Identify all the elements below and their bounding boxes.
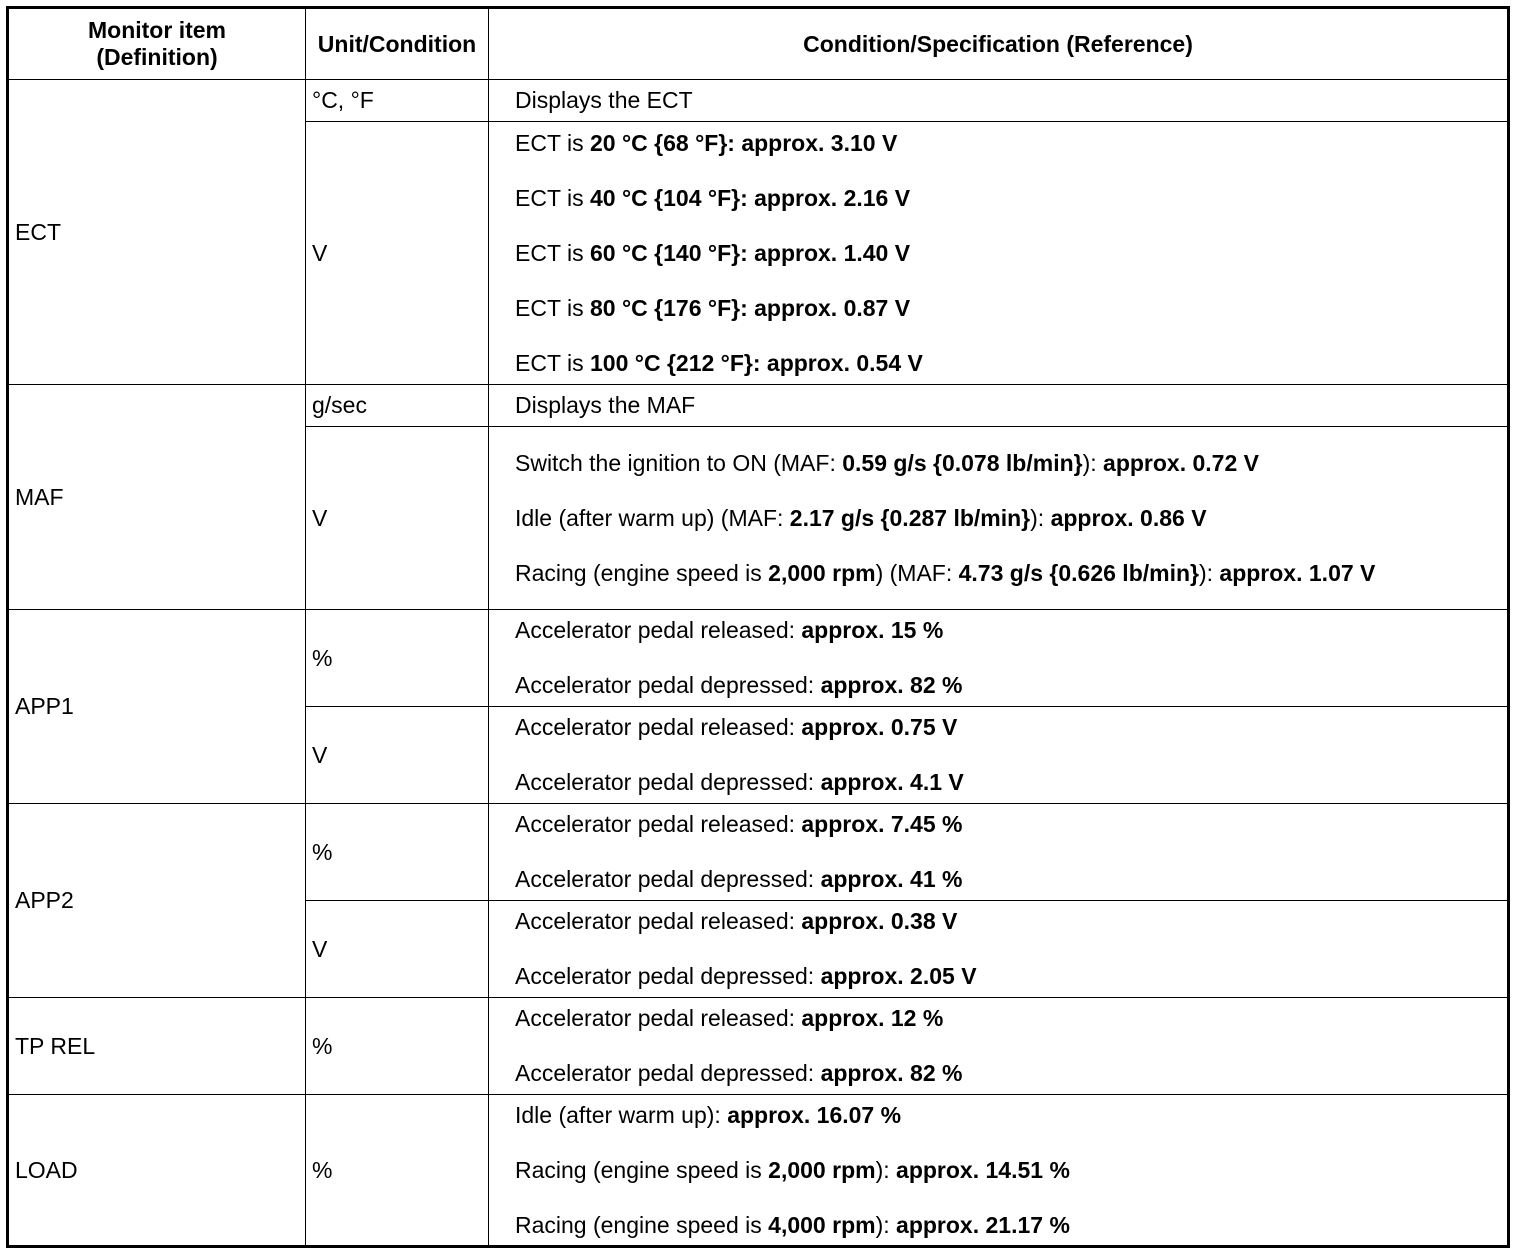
list-item: Accelerator pedal released: approx. 12 % [495,1005,1501,1032]
list-item: Displays the ECT [495,87,1501,114]
unit-cell: °C, °F [306,80,489,122]
unit-cell: V [306,901,489,998]
spec-cell [489,707,1509,804]
list-item: Idle (after warm up): approx. 16.07 % [495,1102,1501,1129]
unit-cell: % [306,1095,489,1247]
monitor-item-app2: APP2 [8,804,306,998]
spec-cell [489,122,1509,385]
list-item: Accelerator pedal depressed: approx. 41 % [495,866,1501,893]
monitor-spec-table [6,6,1510,1248]
unit-cell: % [306,804,489,901]
table-row [8,80,1509,122]
list-item: Accelerator pedal released: approx. 15 % [495,617,1501,644]
spec-cell [489,385,1509,427]
spec-cell [489,610,1509,707]
header-condition-specification: Condition/Specification (Reference) [489,8,1509,80]
list-item: Accelerator pedal depressed: approx. 4.1 V [495,769,1501,796]
list-item: Idle (after warm up) (MAF: 2.17 g/s {0.287 lb/min}): approx. 0.86 V [495,505,1501,532]
monitor-item-ect: ECT [8,80,306,385]
table-row [8,385,1509,427]
list-item: Racing (engine speed is 4,000 rpm): approx. 21.17 % [495,1212,1501,1239]
spec-cell [489,901,1509,998]
list-item: ECT is 100 °C {212 °F}: approx. 0.54 V [495,350,1501,377]
unit-cell: V [306,122,489,385]
list-item: ECT is 60 °C {140 °F}: approx. 1.40 V [495,240,1501,267]
unit-cell: V [306,707,489,804]
unit-cell: % [306,610,489,707]
list-item: Accelerator pedal depressed: approx. 82 % [495,1060,1501,1087]
spec-cell [489,804,1509,901]
list-item: Racing (engine speed is 2,000 rpm): approx. 14.51 % [495,1157,1501,1184]
spec-cell [489,427,1509,610]
list-item: Switch the ignition to ON (MAF: 0.59 g/s {0.078 lb/min}): approx. 0.72 V [495,450,1501,477]
header-unit-condition: Unit/Condition [306,8,489,80]
table-row [8,804,1509,901]
list-item: ECT is 20 °C {68 °F}: approx. 3.10 V [495,130,1501,157]
list-item: ECT is 40 °C {104 °F}: approx. 2.16 V [495,185,1501,212]
list-item: ECT is 80 °C {176 °F}: approx. 0.87 V [495,295,1501,322]
monitor-item-load: LOAD [8,1095,306,1247]
list-item: Accelerator pedal depressed: approx. 82 % [495,672,1501,699]
list-item: Accelerator pedal depressed: approx. 2.05 V [495,963,1501,990]
list-item: Accelerator pedal released: approx. 7.45 % [495,811,1501,838]
spec-cell [489,1095,1509,1247]
monitor-item-app1: APP1 [8,610,306,804]
spec-table-wrapper [6,6,1510,1248]
header-row [8,8,1509,80]
spec-cell [489,80,1509,122]
header-monitor-item-line1: Monitor item [88,17,226,43]
list-item: Racing (engine speed is 2,000 rpm) (MAF: 4.73 g/s {0.626 lb/min}): approx. 1.07 V [495,560,1501,587]
unit-cell: g/sec [306,385,489,427]
table-row [8,1095,1509,1247]
spec-cell [489,998,1509,1095]
header-monitor-item [8,8,306,80]
list-item: Accelerator pedal released: approx. 0.38 V [495,908,1501,935]
list-item: Accelerator pedal released: approx. 0.75 V [495,714,1501,741]
monitor-item-tp-rel: TP REL [8,998,306,1095]
table-row [8,998,1509,1095]
unit-cell: % [306,998,489,1095]
header-monitor-item-line2: (Definition) [96,44,218,70]
unit-cell: V [306,427,489,610]
monitor-item-maf: MAF [8,385,306,610]
list-item: Displays the MAF [495,392,1501,419]
table-row [8,610,1509,707]
